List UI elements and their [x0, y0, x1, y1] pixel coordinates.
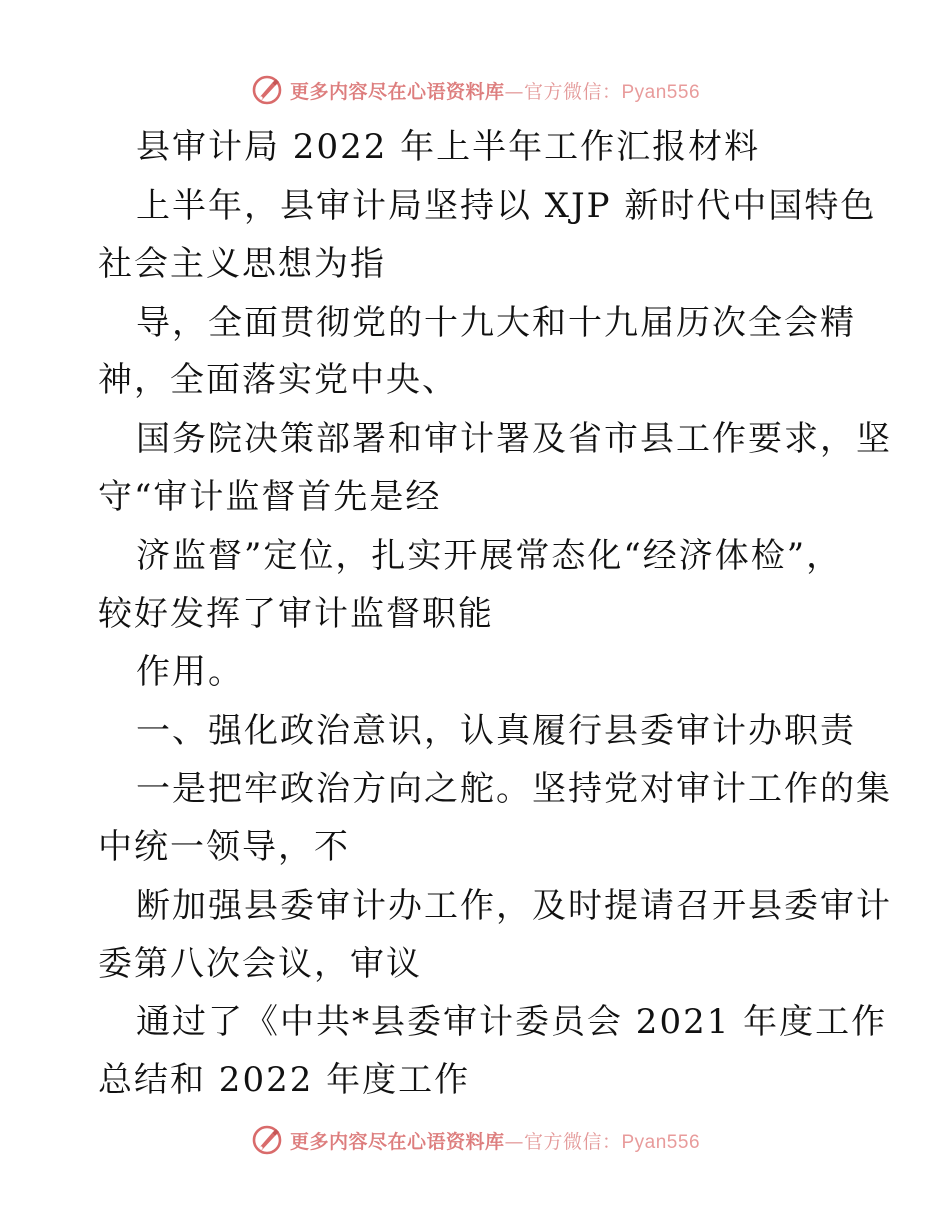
doc-line: 较好发挥了审计监督职能 [98, 594, 494, 634]
watermark-main: 更多内容尽在心语资料库 [289, 1130, 505, 1153]
watermark-separator: — [504, 80, 524, 103]
doc-line: 作用。 [136, 652, 244, 692]
watermark-content [250, 73, 700, 107]
doc-line: 导，全面贯彻党的十九大和十九届历次全会精 [136, 303, 856, 343]
watermark-text [290, 77, 700, 104]
doc-line: 神，全面落实党中央、 [98, 360, 458, 400]
watermark-separator: — [504, 1130, 524, 1153]
doc-title: 县审计局 2022 年上半年工作汇报材料 [136, 127, 761, 167]
doc-line: 中统一领导，不 [98, 827, 350, 867]
doc-heading: 一、强化政治意识，认真履行县委审计办职责 [136, 711, 856, 751]
watermark-content [250, 1123, 700, 1157]
doc-line: 通过了《中共*县委审计委员会 2021 年度工作 [136, 1002, 888, 1042]
doc-line: 上半年，县审计局坚持以 XJP 新时代中国特色 [136, 186, 877, 226]
doc-line: 一是把牢政治方向之舵。坚持党对审计工作的集 [136, 769, 892, 809]
doc-line: 社会主义思想为指 [98, 244, 386, 284]
watermark-id: Pyan556 [621, 1131, 701, 1153]
doc-line: 守“审计监督首先是经 [98, 477, 442, 517]
watermark-banner-bottom [0, 1120, 950, 1160]
watermark-sub: 官方微信： [523, 1130, 622, 1153]
watermark-sub: 官方微信： [523, 80, 622, 103]
doc-line: 济监督”定位，扎实开展常态化“经济体检”， [136, 536, 843, 576]
doc-line: 委第八次会议，审议 [98, 944, 422, 984]
watermark-id: Pyan556 [621, 81, 701, 103]
doc-line: 断加强县委审计办工作，及时提请召开县委审计 [136, 886, 892, 926]
doc-line: 国务院决策部署和审计署及省市县工作要求，坚 [136, 419, 892, 459]
watermark-banner-top [0, 70, 950, 110]
pen-logo-icon [250, 1123, 284, 1157]
doc-line: 总结和 2022 年度工作 [98, 1060, 471, 1100]
watermark-text [290, 1127, 700, 1154]
watermark-main: 更多内容尽在心语资料库 [289, 80, 505, 103]
pen-logo-icon [250, 73, 284, 107]
